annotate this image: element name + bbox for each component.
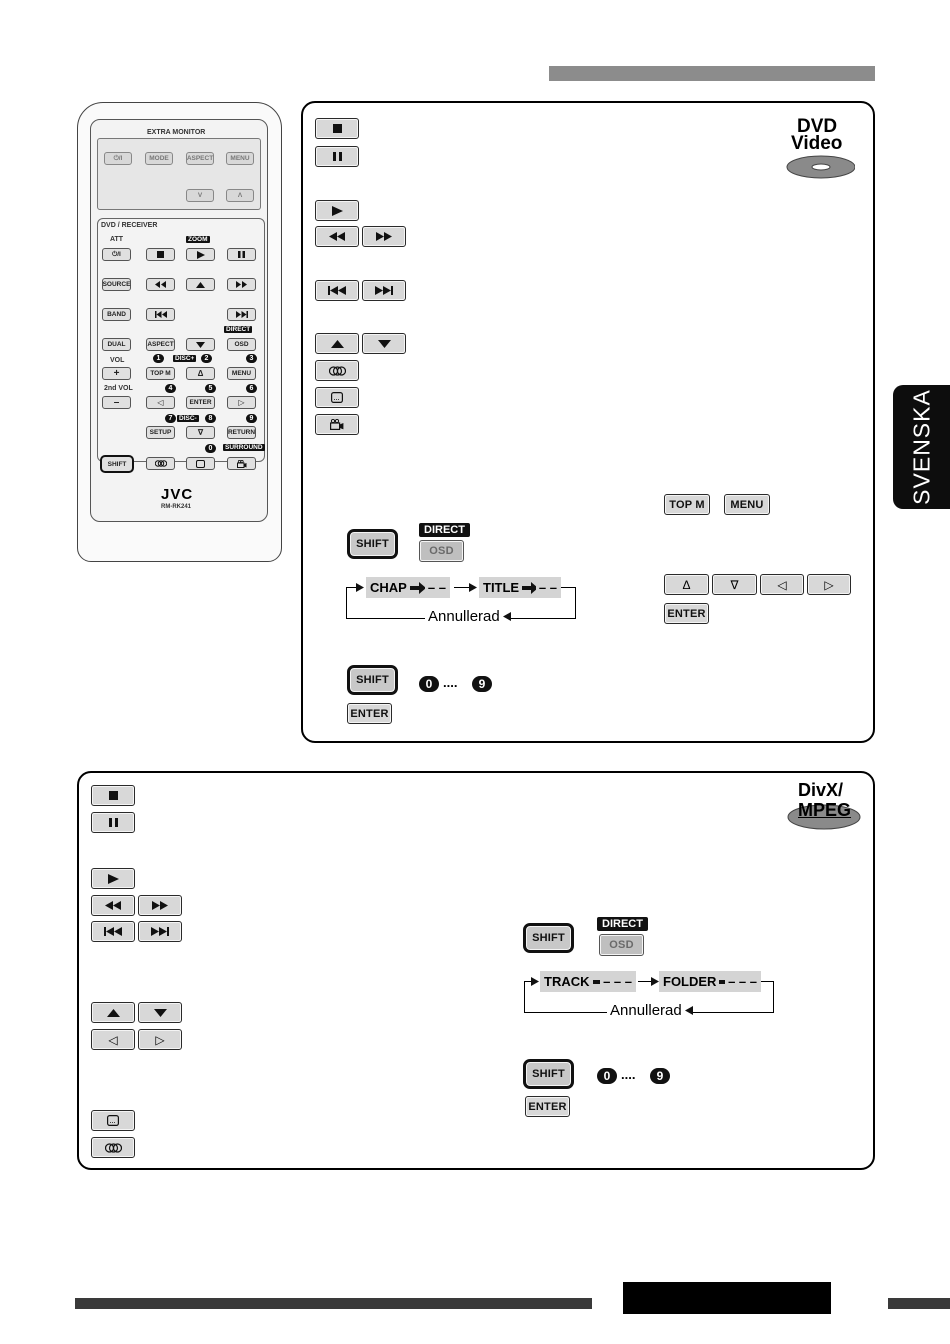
play-icon [332, 206, 343, 216]
dvd-enter-label: ENTER [667, 607, 706, 620]
remote-pause-button [227, 248, 256, 261]
pause-icon [238, 251, 245, 258]
divx-annullerad-label: Annullerad [607, 1002, 685, 1019]
remote-cursor-up-button: Δ [186, 367, 215, 380]
remote-play-button [186, 248, 215, 261]
fast-forward-icon [376, 232, 392, 241]
remote-cursor-down-button: ∇ [186, 426, 215, 439]
divx-play-key [91, 868, 135, 889]
remote-top-menu-button: TOP M [146, 367, 175, 380]
dvd-title-dashes: – – [538, 580, 557, 595]
dvd-shift-key-2 [347, 665, 398, 695]
arrow-left-icon [685, 1006, 693, 1015]
remote-stop-button [146, 248, 175, 261]
arrow-right-icon [531, 977, 539, 986]
remote-prev-button [146, 308, 175, 321]
remote-power-button: ⏻/I [102, 248, 131, 261]
dvd-shift-key [347, 529, 398, 559]
dvd-down-key [362, 333, 406, 354]
remote-subtitle-button [186, 457, 215, 470]
dvd-logo-line1: DVD [797, 116, 838, 137]
divx-num-0-badge: 0 [597, 1068, 617, 1084]
play-icon [197, 251, 205, 259]
stop-icon [157, 251, 164, 258]
remote-vol2-label: 2nd VOL [104, 385, 133, 392]
play-icon [108, 874, 119, 884]
dvd-flow-line-left [346, 587, 347, 619]
down-arrow-icon [154, 1009, 167, 1017]
remote-vol-up-button: + [102, 367, 131, 380]
divx-shift-label-2: SHIFT [532, 1068, 565, 1080]
remote-band-button: BAND [102, 308, 131, 321]
dvd-shift-label: SHIFT [356, 538, 389, 550]
fast-forward-icon [152, 901, 168, 910]
dvd-enter-label-2: ENTER [350, 707, 389, 720]
remote-osd-button: OSD [227, 338, 256, 351]
dvd-num-9-badge: 9 [472, 676, 492, 692]
dvd-play-key [315, 200, 359, 221]
divx-shift-key [523, 923, 574, 953]
remote-return-button: RETURN [227, 426, 256, 439]
dvd-title-label: TITLE [483, 580, 520, 595]
remote-num-1: 1 [153, 354, 164, 363]
remote-num-8: 8 [205, 414, 216, 423]
divx-pause-key [91, 812, 135, 833]
divx-annullerad [607, 1002, 693, 1019]
dvd-cursor-up-key: Δ [664, 574, 709, 595]
divx-subtitle-key [91, 1110, 135, 1131]
up-arrow-icon [196, 282, 205, 288]
down-arrow-icon [378, 340, 391, 348]
dvd-enter-key-2 [347, 703, 392, 724]
pause-icon [333, 152, 342, 161]
camera-angle-icon [330, 419, 344, 430]
bold-arrow-icon [593, 976, 601, 988]
divx-logo-line1: DivX/ [798, 780, 844, 800]
rewind-icon [105, 901, 121, 910]
remote-disc-plus-tag: DISC+ [175, 355, 195, 362]
remote-monitor-menu-button: MENU [226, 152, 254, 165]
remote-up-button [186, 278, 215, 291]
skip-forward-icon [151, 927, 169, 936]
subtitle-icon [196, 460, 205, 468]
remote-direct-tag: DIRECT [226, 326, 251, 333]
remote-cursor-left-button: ◁ [146, 396, 175, 409]
divx-flow-line-right [773, 981, 774, 1013]
divx-down-key [138, 1002, 182, 1023]
dvd-num-0-badge: 0 [419, 676, 439, 692]
dvd-chap-dashes: – – [427, 580, 446, 595]
remote-extra-monitor-label: EXTRA MONITOR [147, 129, 206, 136]
remote-enter-button: ENTER [186, 396, 215, 409]
remote-rewind-button [146, 278, 175, 291]
remote-setup-button: SETUP [146, 426, 175, 439]
remote-menu-button: MENU [227, 367, 256, 380]
remote-section-label: DVD / RECEIVER [101, 222, 158, 229]
remote-source-button: SOURCE [102, 278, 131, 291]
divx-cursor-right-key: ▷ [138, 1029, 182, 1050]
divx-operations-panel [77, 771, 875, 1170]
divx-audio-key [91, 1137, 135, 1158]
dvd-title-box [479, 577, 561, 598]
remote-dual-button: DUAL [102, 338, 131, 351]
dvd-annullerad-label: Annullerad [425, 608, 503, 625]
divx-mpeg-logo [784, 779, 862, 831]
language-tab [893, 385, 950, 509]
arrow-left-icon [503, 612, 511, 621]
jvc-logo: JVC [161, 486, 194, 503]
divx-ffwd-key [138, 895, 182, 916]
remote-aspect-button: ASPECT [146, 338, 175, 351]
dvd-prev-key [315, 280, 359, 301]
dvd-flow-line-right [575, 587, 576, 619]
dvd-enter-key [664, 603, 709, 624]
dvd-stop-key [315, 118, 359, 139]
dvd-menu-key [724, 494, 770, 515]
remote-monitor-down-button: V [186, 189, 214, 202]
remote-vol-label: VOL [110, 357, 125, 364]
divx-rewind-key [91, 895, 135, 916]
footer-page-block [623, 1282, 831, 1314]
skip-back-icon [104, 927, 122, 936]
camera-angle-icon [237, 460, 247, 468]
divx-enter-key [525, 1096, 570, 1117]
footer-bar-right [888, 1298, 950, 1309]
divx-enter-label: ENTER [528, 1100, 567, 1113]
up-arrow-icon [107, 1009, 120, 1017]
footer-bar-left [75, 1298, 592, 1309]
dvd-top-menu-key [664, 494, 710, 515]
remote-angle-button [227, 457, 256, 470]
language-tab-label: SVENSKA [908, 389, 934, 505]
dvd-direct-label: DIRECT [419, 523, 470, 537]
remote-model-label: RM-RK241 [161, 504, 192, 510]
divx-num-dots: .... [621, 1067, 636, 1082]
divx-osd-label: OSD [609, 939, 634, 951]
divx-prev-key [91, 921, 135, 942]
divx-next-key [138, 921, 182, 942]
skip-forward-icon [236, 311, 248, 318]
remote-num-4: 4 [165, 384, 176, 393]
audio-icon [105, 1143, 122, 1153]
dvd-subtitle-key [315, 387, 359, 408]
remote-num-2: 2 [201, 354, 212, 363]
divx-up-key [91, 1002, 135, 1023]
remote-num-3: 3 [246, 354, 257, 363]
bold-arrow-icon [719, 976, 725, 988]
dvd-cursor-right-key: ▷ [807, 574, 851, 595]
remote-num-6: 6 [246, 384, 257, 393]
remote-zoom-tag: ZOOM [188, 236, 208, 243]
down-arrow-icon [196, 342, 205, 348]
remote-cursor-right-button: ▷ [227, 396, 256, 409]
remote-monitor-aspect-button: ASPECT [186, 152, 214, 165]
dvd-num-dots: .... [443, 675, 458, 690]
remote-next-button [227, 308, 256, 321]
dvd-rewind-key [315, 226, 359, 247]
audio-icon [155, 460, 167, 467]
dvd-osd-key [419, 540, 464, 562]
skip-forward-icon [375, 286, 393, 295]
divx-stop-key [91, 785, 135, 806]
dvd-top-menu-label: TOP M [669, 498, 705, 511]
dvd-angle-key [315, 414, 359, 435]
remote-num-0: 0 [205, 444, 216, 453]
dvd-cursor-down-key: ∇ [712, 574, 757, 595]
dvd-menu-label: MENU [730, 498, 764, 511]
remote-monitor-power-button: ⏻/I [104, 152, 132, 165]
dvd-shift-label-2: SHIFT [356, 674, 389, 686]
remote-shift-button: SHIFT [100, 455, 134, 473]
dvd-cursor-left-key: ◁ [760, 574, 804, 595]
subtitle-icon [107, 1115, 119, 1126]
skip-back-icon [328, 286, 346, 295]
fast-forward-icon [236, 281, 247, 288]
remote-vol-down-button: – [102, 396, 131, 409]
remote-num-5: 5 [205, 384, 216, 393]
dvd-audio-key [315, 360, 359, 381]
divx-shift-label: SHIFT [532, 932, 565, 944]
stop-icon [333, 124, 342, 133]
audio-icon [329, 366, 346, 376]
divx-shift-key-2 [523, 1059, 574, 1089]
remote-mode-button: MODE [145, 152, 173, 165]
dvd-operations-panel [301, 101, 875, 743]
dvd-chap-label: CHAP [370, 580, 407, 595]
dvd-ffwd-key [362, 226, 406, 247]
arrow-right-icon [356, 583, 364, 592]
divx-folder-box [659, 971, 761, 992]
up-arrow-icon [331, 340, 344, 348]
remote-audio-button [146, 457, 175, 470]
divx-osd-key [599, 934, 644, 956]
header-bar [549, 66, 875, 81]
divx-cursor-left-key: ◁ [91, 1029, 135, 1050]
rewind-icon [155, 281, 166, 288]
remote-att-label: ATT [110, 236, 124, 243]
remote-num-9: 9 [246, 414, 257, 423]
divx-folder-dashes: – – – [728, 974, 757, 989]
remote-down-button [186, 338, 215, 351]
dvd-chap-box [366, 577, 450, 598]
dvd-osd-label: OSD [429, 545, 454, 557]
dvd-up-key [315, 333, 359, 354]
remote-surround-tag: SURROUND [225, 444, 263, 451]
bold-arrow-icon [410, 582, 425, 594]
divx-track-label: TRACK [544, 974, 590, 989]
dvd-video-logo [783, 115, 855, 181]
divx-folder-label: FOLDER [663, 974, 717, 989]
skip-back-icon [155, 311, 167, 318]
divx-logo-line2: MPEG [798, 800, 852, 820]
divx-num-9-badge: 9 [650, 1068, 670, 1084]
stop-icon [109, 791, 118, 800]
pause-icon [109, 818, 118, 827]
remote-face [90, 119, 268, 522]
arrow-right-icon [469, 583, 477, 592]
subtitle-icon [331, 392, 343, 403]
rewind-icon [329, 232, 345, 241]
divx-track-dashes: – – – [603, 974, 632, 989]
dvd-logo-line2: Video [791, 133, 843, 154]
remote-monitor-up-button: Λ [226, 189, 254, 202]
dvd-annullerad [425, 608, 511, 625]
dvd-next-key [362, 280, 406, 301]
remote-ffwd-button [227, 278, 256, 291]
remote-control-illustration [77, 102, 282, 562]
arrow-right-icon [651, 977, 659, 986]
divx-direct-label: DIRECT [597, 917, 648, 931]
dvd-pause-key [315, 146, 359, 167]
dvd-flow-line-top-right [561, 587, 576, 588]
divx-track-box [540, 971, 636, 992]
remote-num-7: 7 [165, 414, 176, 423]
remote-disc-minus-tag: DISC- [179, 415, 197, 422]
bold-arrow-icon [522, 582, 536, 594]
divx-flow-line-left [524, 981, 525, 1013]
